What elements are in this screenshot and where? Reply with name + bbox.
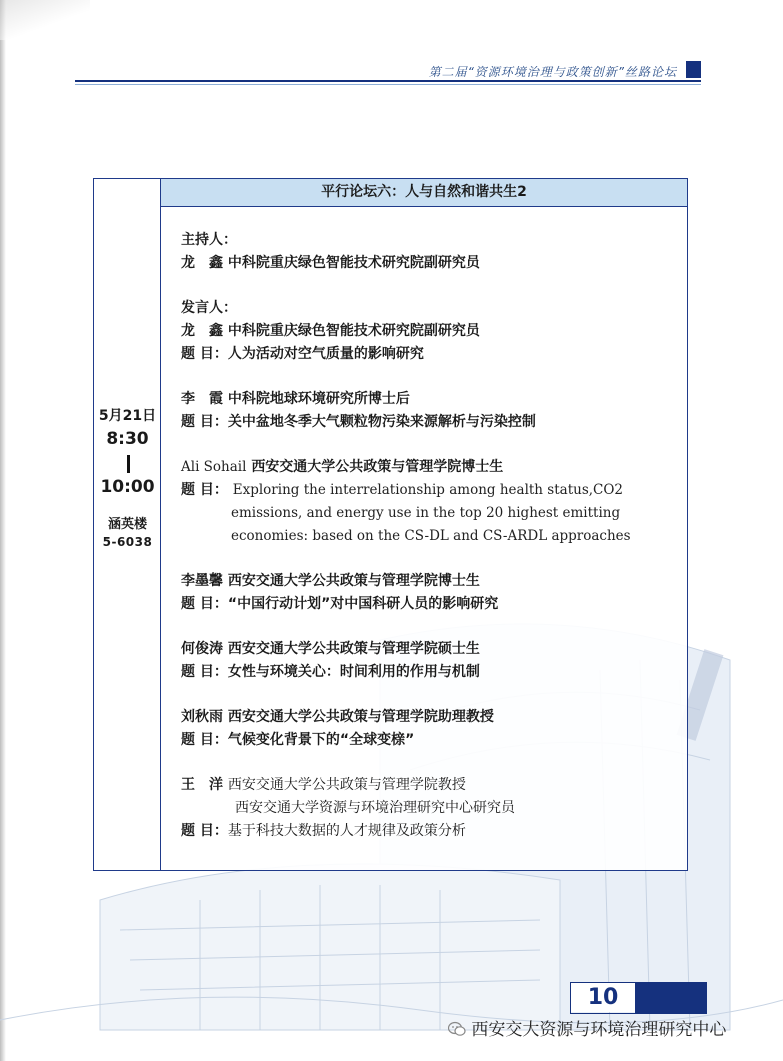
speaker-name: Ali Sohail [181,459,247,475]
speaker-affiliation-2: 西安交通大学资源与环境治理研究中心研究员 [235,800,515,816]
speaker-entry [181,570,681,593]
host-label: 主持人： [181,232,237,248]
page-corner-shadow [0,0,90,40]
speaker-entry [181,388,681,411]
speaker-topic-continuation [181,525,681,548]
speaker-topic: 女性与环境关心：时间利用的作用与机制 [227,664,480,680]
session-room: 5-6038 [102,535,153,549]
speaker-name: 何俊涛 [181,641,223,657]
page-number: 10 [571,983,635,1012]
speaker-topic: 气候变化背景下的“全球变榇” [227,732,415,748]
session-start-time: 8:30 [106,429,149,449]
time-range-bar [127,455,130,473]
speaker-topic-line [181,593,681,616]
speaker-affiliation: 西安交通大学公共政策与管理学院博士生 [251,459,504,475]
topic-label: 题 目： [181,346,228,362]
speaker-topic: 关中盆地冬季大气颗粒物污染来源解析与污染控制 [227,414,536,430]
speaker-name: 李墨馨 [181,573,223,589]
speaker-affiliation: 西安交通大学公共政策与管理学院教授 [227,777,466,793]
speaker-affiliation-continuation [181,797,681,820]
topic-label: 题 目： [181,823,228,839]
speaker-topic-line [181,343,681,366]
speaker-topic-line [181,411,681,434]
header-accent-block [686,61,701,78]
speaker-name: 李 霞 [181,391,223,407]
wechat-watermark [448,1015,726,1042]
speakers-label: 发言人： [181,300,237,316]
time-column [94,179,161,870]
session-content [181,229,681,843]
speaker-entry [181,774,681,797]
running-header-title: 第二届“资源环境治理与政策创新”丝路论坛 [428,65,677,79]
topic-label: 题 目： [181,732,228,748]
page-number-box [570,982,707,1014]
speaker-topic-line [181,729,681,752]
session-date: 5月21日 [98,408,157,424]
speaker-topic: 人为活动对空气质量的影响研究 [227,346,424,362]
speaker-topic: emissions, and energy use in the top 20 highest emitting [231,505,621,521]
speaker-name: 龙 鑫 [181,323,223,339]
header-rule [75,80,701,82]
speaker-topic: economies: based on the CS-DL and CS-ARDL approaches [231,528,631,544]
topic-label: 题 目： [181,414,228,430]
speaker-topic: “中国行动计划”对中国科研人员的影响研究 [227,596,499,612]
speaker-affiliation: 中科院重庆绿色智能技术研究院副研究员 [227,323,480,339]
host-entry [181,252,681,275]
host-name: 龙 鑫 [181,255,223,271]
page-number-fill [635,983,706,1013]
speaker-topic-line [181,479,681,502]
speaker-affiliation: 西安交通大学公共政策与管理学院助理教授 [227,709,494,725]
speaker-topic-line [181,820,681,843]
topic-label: 题 目： [181,482,228,498]
speaker-affiliation: 中科院地球环境研究所博士后 [227,391,410,407]
speaker-topic: Exploring the interrelationship among health status,CO2 [232,482,624,498]
topic-label: 题 目： [181,664,228,680]
speaker-affiliation: 西安交通大学公共政策与管理学院硕士生 [227,641,480,657]
wechat-icon [448,1021,466,1042]
session-building: 涵英楼 [107,517,147,532]
speaker-name: 王 洋 [181,777,223,793]
schedule-table [93,178,688,871]
wechat-account-name: 西安交大资源与环境治理研究中心 [471,1020,727,1040]
speaker-topic: 基于科技大数据的人才规律及政策分析 [227,823,466,839]
speaker-affiliation: 西安交通大学公共政策与管理学院博士生 [227,573,480,589]
topic-label: 题 目： [181,596,228,612]
header-rule-light [75,84,701,85]
speaker-entry [181,638,681,661]
speaker-name: 刘秋雨 [181,709,223,725]
speaker-topic-line [181,661,681,684]
speaker-entry [181,706,681,729]
speaker-entry [181,320,681,343]
speaker-topic-continuation [181,502,681,525]
session-end-time: 10:00 [100,477,155,497]
host-affiliation: 中科院重庆绿色智能技术研究院副研究员 [227,255,480,271]
speaker-entry [181,456,681,479]
forum-title: 平行论坛六：人与自然和谐共生2 [161,179,687,207]
